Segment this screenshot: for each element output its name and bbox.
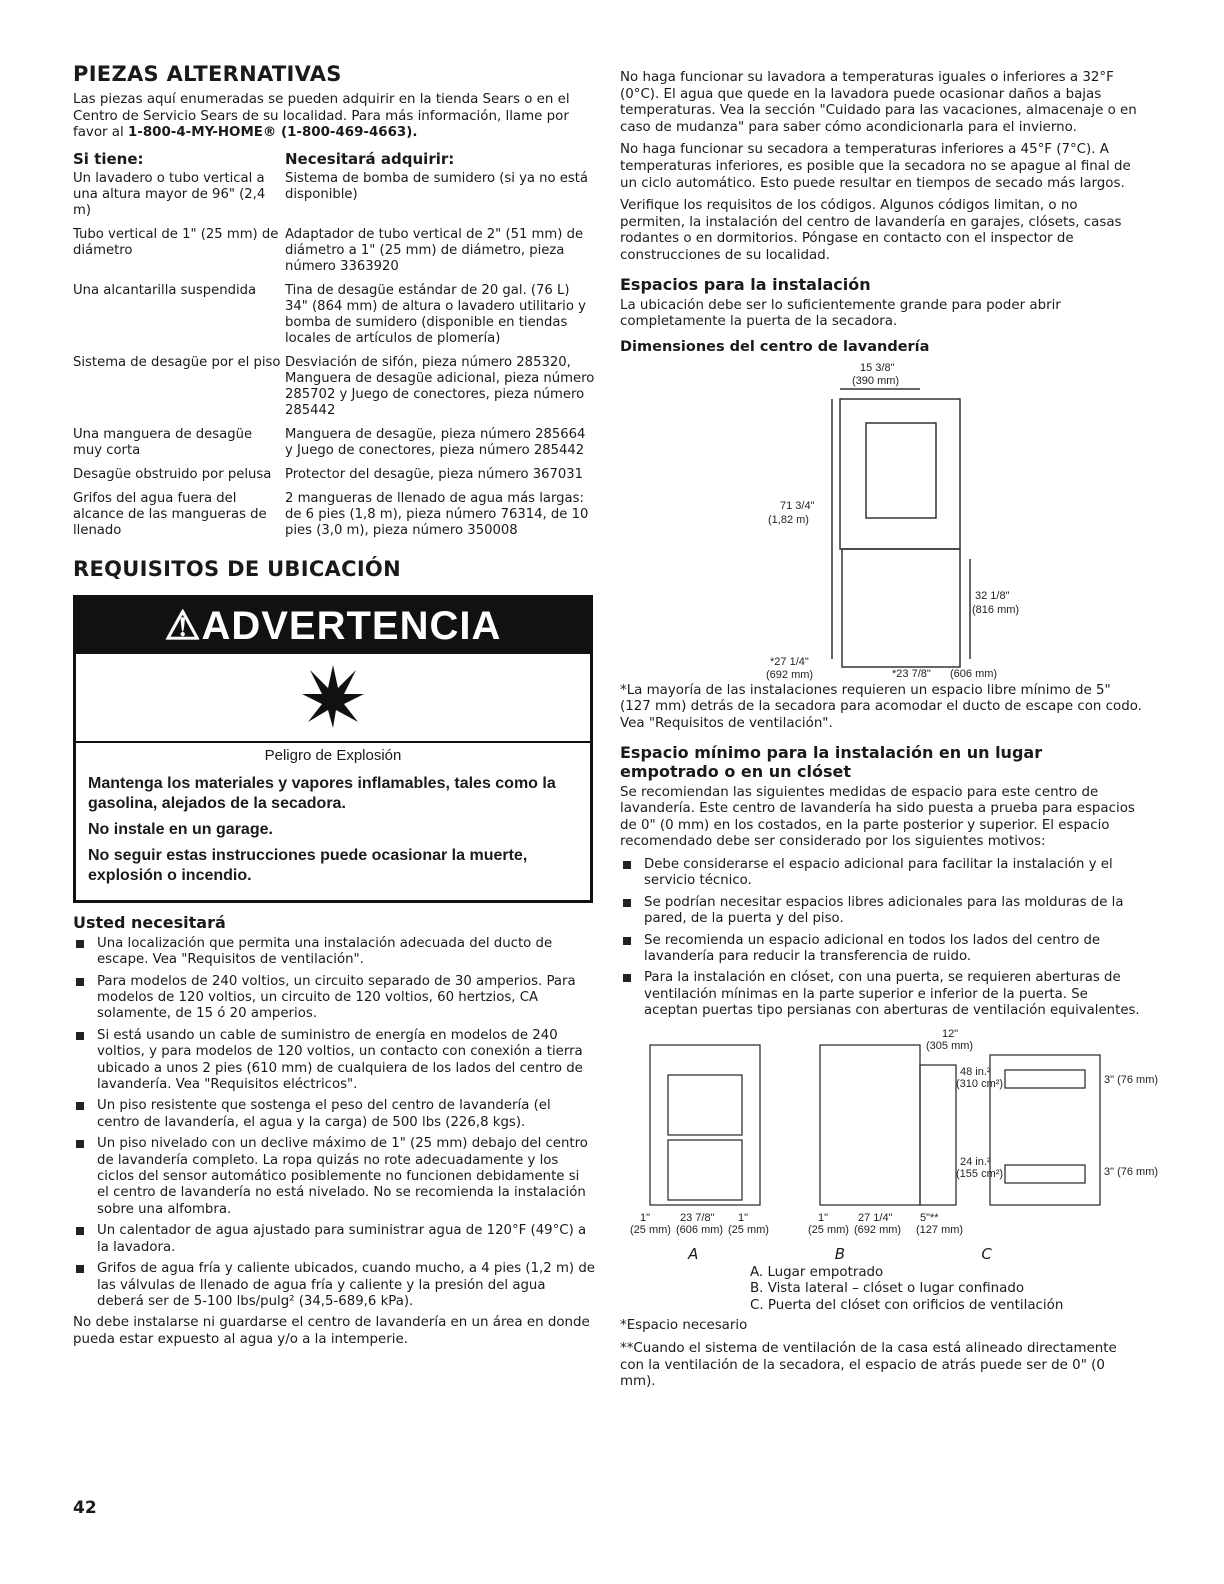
cell-have: Una manguera de desagüe muy corta bbox=[73, 426, 253, 458]
fig-c-vent-top: 48 in.² bbox=[960, 1065, 991, 1078]
figure-caption bbox=[620, 1265, 1142, 1315]
figure-labels bbox=[620, 1245, 1060, 1263]
parts-table bbox=[73, 148, 595, 547]
table-row bbox=[73, 427, 595, 467]
dim-depth: *27 1/4" bbox=[770, 655, 809, 668]
cell-need: Adaptador de tubo vertical de 2" (51 mm) de diámetro a 1" (25 mm) de diámetro, pieza número 3363920 bbox=[285, 226, 584, 274]
list-item: Un calentador de agua ajustado para suministrar agua de 120°F (49°C) a la lavadora. bbox=[73, 1223, 595, 1256]
caption-a: A. Lugar empotrado bbox=[750, 1264, 884, 1280]
page-number: 42 bbox=[73, 1498, 97, 1518]
table-row bbox=[73, 227, 595, 283]
warning-line-2: No instale en un garage. bbox=[88, 820, 273, 838]
fig-a-dim-width-mm: (606 mm) bbox=[676, 1223, 724, 1236]
list-item: Para modelos de 240 voltios, un circuito separado de 30 amperios. Para modelos de 120 voltios, un circuito de 120 voltios, 60 hertzios, CA solamente, de 15 ó 20 amperios. bbox=[73, 974, 595, 1023]
cell-need: Sistema de bomba de sumidero (si ya no está disponible) bbox=[285, 170, 589, 202]
fig-c-gap-top: 3" (76 mm) bbox=[1104, 1073, 1159, 1086]
left-column bbox=[73, 62, 595, 1355]
figure-label-c: C bbox=[981, 1244, 992, 1263]
table-row bbox=[73, 467, 595, 491]
fig-b-dim-depth-mm: (692 mm) bbox=[854, 1223, 902, 1236]
codes-text: Verifique los requisitos de los códigos. Algunos códigos limitan, o no permiten, la instalación del centro de lavandería en garajes, clósets, casas rodantes o en dormitorios. Póngase en contacto con el inspector de construcciones de su localidad. bbox=[620, 198, 1122, 263]
need-title: Usted necesitará bbox=[73, 912, 226, 932]
figure-label-b: B bbox=[834, 1244, 846, 1263]
dim-washer: 32 1/8" bbox=[975, 589, 1010, 602]
col-header-need: Necesitará adquirir: bbox=[285, 149, 455, 168]
closet-text: Se recomiendan las siguientes medidas de espacio para este centro de lavandería. Este centro de lavandería ha sido puesta a prueba para espacios de 0" (0 mm) en los costados, en la parte posterior y superior. El espacio recomendado debe ser considerado por los siguientes motivos: bbox=[620, 784, 1135, 850]
dim-height-mm: (1,82 m) bbox=[768, 513, 809, 526]
parts-phone: 1-800-4-MY-HOME® (1-800-469-4663). bbox=[127, 125, 418, 141]
cell-have: Grifos del agua fuera del alcance de las mangueras de llenado bbox=[73, 490, 267, 538]
list-item: Se podrían necesitar espacios libres adicionales para las molduras de la pared, de la puerta y del piso. bbox=[620, 895, 1142, 928]
cell-have: Desagüe obstruido por pelusa bbox=[73, 466, 272, 482]
fig-a-dim-right-mm: (25 mm) bbox=[728, 1223, 769, 1236]
list-item: Se recomienda un espacio adicional en todos los lados del centro de lavandería para reducir la transferencia de ruido. bbox=[620, 933, 1142, 966]
note-vent-aligned: **Cuando el sistema de ventilación de la casa está alineado directamente con la ventilación de la secadora, el espacio de atrás puede ser de 0" (0 mm). bbox=[620, 1340, 1117, 1390]
list-item: Un piso nivelado con un declive máximo de 1" (25 mm) debajo del centro de lavandería completo. La ropa quizás no rote adecuadamente y los ciclos del sensor automático posiblemente no funcionen debidamente si el centro de lavandería no está nivelado. No se recomienda la instalación sobre una alfombra. bbox=[73, 1136, 595, 1218]
fig-b-dim-top: 12" bbox=[942, 1027, 959, 1040]
dim-washer-mm: (816 mm) bbox=[972, 603, 1020, 616]
need-list bbox=[73, 936, 595, 1311]
list-item: Para la instalación en clóset, con una puerta, se requieren aberturas de ventilación mínimas en la parte superior e inferior de la puerta. Se aceptan puertas tipo persianas con aberturas de ventilación equivalentes. bbox=[620, 970, 1142, 1019]
fig-a-dim-width: 23 7/8" bbox=[680, 1211, 715, 1224]
dims-note: *La mayoría de las instalaciones requieren un espacio libre mínimo de 5" (127 mm) detrás de la secadora para acomodar el ducto de escape con codo. Vea "Requisitos de ventilación". bbox=[620, 682, 1142, 731]
dim-width-mm: (606 mm) bbox=[950, 667, 998, 680]
dim-depth-mm: (692 mm) bbox=[766, 668, 814, 681]
cell-have: Tubo vertical de 1" (25 mm) de diámetro bbox=[73, 226, 279, 258]
warning-line-1: Mantenga los materiales y vapores inflamables, tales como la gasolina, alejados de la secadora. bbox=[88, 774, 556, 812]
list-item: Una localización que permita una instalación adecuada del ducto de escape. Vea "Requisitos de ventilación". bbox=[73, 936, 595, 969]
fig-a-dim-right: 1" bbox=[738, 1211, 749, 1224]
cell-need: Protector del desagüe, pieza número 367031 bbox=[285, 466, 584, 482]
dim-top-mm: (390 mm) bbox=[852, 374, 900, 387]
table-row bbox=[73, 171, 595, 227]
cell-need: Tina de desagüe estándar de 20 gal. (76 L) 34" (864 mm) de altura o lavadero utilitario y bomba de sumidero (disponible en tiendas locales de artículos de plomería) bbox=[285, 282, 586, 346]
cell-have: Una alcantarilla suspendida bbox=[73, 282, 257, 298]
list-item: Un piso resistente que sostenga el peso del centro de lavandería (el centro de lavandería, el agua y la carga) de 500 lbs (226,8 kgs). bbox=[73, 1098, 595, 1131]
explosion-icon bbox=[298, 660, 368, 730]
spaces-title: Espacios para la instalación bbox=[620, 274, 871, 294]
list-item: Si está usando un cable de suministro de energía en modelos de 240 voltios, y para modelos de 120 voltios, un contacto con conexión a tierra ubicado a unos 2 pies (610 mm) de cualquiera de los lados del centro de lavandería. Vea "Requisitos eléctricos". bbox=[73, 1028, 595, 1094]
spaces-text: La ubicación debe ser lo suficientemente grande para poder abrir completamente la puerta de la secadora. bbox=[620, 297, 1061, 330]
warning-hazard: Peligro de Explosión bbox=[264, 746, 402, 764]
warning-box bbox=[73, 595, 593, 903]
dim-height: 71 3/4" bbox=[780, 499, 815, 512]
fig-c-dim-back-mm: (127 mm) bbox=[916, 1223, 964, 1236]
right-column bbox=[620, 70, 1159, 1397]
fig-c-gap-bottom: 3" (76 mm) bbox=[1104, 1165, 1159, 1178]
temp-dryer-text: No haga funcionar su secadora a temperaturas inferiores a 45°F (7°C). A temperaturas inferiores, es posible que la secadora no se apague al final de un ciclo automático. Esto puede resultar en tiempos de secado más largos. bbox=[620, 142, 1131, 191]
caption-c: C. Puerta del clóset con orificios de ventilación bbox=[750, 1297, 1064, 1313]
cell-need: 2 mangueras de llenado de agua más largas: de 6 pies (1,8 m), pieza número 76314, de 10 pies (3,0 m), pieza número 350008 bbox=[285, 490, 589, 538]
cell-have: Un lavadero o tubo vertical a una altura mayor de 96" (2,4 m) bbox=[73, 170, 266, 218]
fig-b-dim-front-mm: (25 mm) bbox=[808, 1223, 849, 1236]
table-row bbox=[73, 355, 595, 427]
closing-text: No debe instalarse ni guardarse el centro de lavandería en un área en donde pueda estar expuesto al agua y/o a la intemperie. bbox=[73, 1315, 590, 1347]
parts-title: PIEZAS ALTERNATIVAS bbox=[73, 62, 342, 86]
cell-have: Sistema de desagüe por el piso bbox=[73, 354, 281, 370]
fig-b-dim-front: 1" bbox=[818, 1211, 829, 1224]
cell-need: Manguera de desagüe, pieza número 285664 y Juego de conectores, pieza número 285442 bbox=[285, 426, 586, 458]
col-header-have: Si tiene: bbox=[73, 149, 144, 168]
fig-a-dim-left-mm: (25 mm) bbox=[630, 1223, 671, 1236]
laundry-center-diagram bbox=[620, 359, 1140, 679]
caption-b: B. Vista lateral – clóset o lugar confinado bbox=[750, 1281, 1025, 1297]
table-row bbox=[73, 491, 595, 547]
parts-intro-text: Las piezas aquí enumeradas se pueden adquirir en la tienda Sears o en el Centro de Servicio Sears de su localidad. Para más información, llame por favor al bbox=[73, 92, 570, 141]
fig-b-dim-top-mm: (305 mm) bbox=[926, 1039, 974, 1052]
dim-top: 15 3/8" bbox=[860, 361, 895, 374]
list-item: Grifos de agua fría y caliente ubicados, cuando mucho, a 4 pies (1,2 m) de las válvulas de llenado de agua fría y caliente y la presión del agua deberá ser de 5-100 lbs/pulg² (34,5-689,6 kPa). bbox=[73, 1261, 595, 1310]
note-required: *Espacio necesario bbox=[620, 1318, 748, 1334]
warning-body bbox=[76, 654, 590, 900]
temp-washer-text: No haga funcionar su lavadora a temperaturas iguales o inferiores a 32°F (0°C). El agua que quede en la lavadora puede ocasionar daños a bajas temperaturas. Vea la sección "Cuidado para las vacaciones, almacenaje o en caso de mudanza" para saber cómo acondicionarla para el invierno. bbox=[620, 70, 1137, 135]
fig-b-dim-depth: 27 1/4" bbox=[858, 1211, 893, 1224]
location-title: REQUISITOS DE UBICACIÓN bbox=[73, 556, 401, 581]
parts-intro bbox=[73, 92, 595, 142]
warning-line-3: No seguir estas instrucciones puede ocasionar la muerte, explosión o incendio. bbox=[88, 846, 528, 884]
warning-title: ⚠ADVERTENCIA bbox=[76, 598, 590, 654]
fig-a-dim-left: 1" bbox=[640, 1211, 651, 1224]
list-item: Debe considerarse el espacio adicional para facilitar la instalación y el servicio técnico. bbox=[620, 857, 1142, 890]
figure-label-a: A bbox=[688, 1244, 699, 1263]
dims-title: Dimensiones del centro de lavandería bbox=[620, 338, 930, 355]
fig-c-vent-bottom-cm: (155 cm²) bbox=[956, 1167, 1004, 1180]
fig-c-vent-bottom: 24 in.² bbox=[960, 1155, 991, 1168]
closet-installation-diagram bbox=[620, 1025, 1159, 1245]
cell-need: Desviación de sifón, pieza número 285320, Manguera de desagüe adicional, pieza número 285702 y Juego de conectores, pieza número 285442 bbox=[285, 354, 595, 418]
closet-title: Espacio mínimo para la instalación en un lugar empotrado o en un clóset bbox=[620, 742, 1043, 781]
dim-width: *23 7/8" bbox=[892, 667, 931, 680]
table-row bbox=[73, 283, 595, 355]
fig-c-vent-top-cm: (310 cm²) bbox=[956, 1077, 1004, 1090]
fig-c-dim-back: 5"** bbox=[920, 1211, 939, 1224]
closet-list bbox=[620, 857, 1142, 1020]
